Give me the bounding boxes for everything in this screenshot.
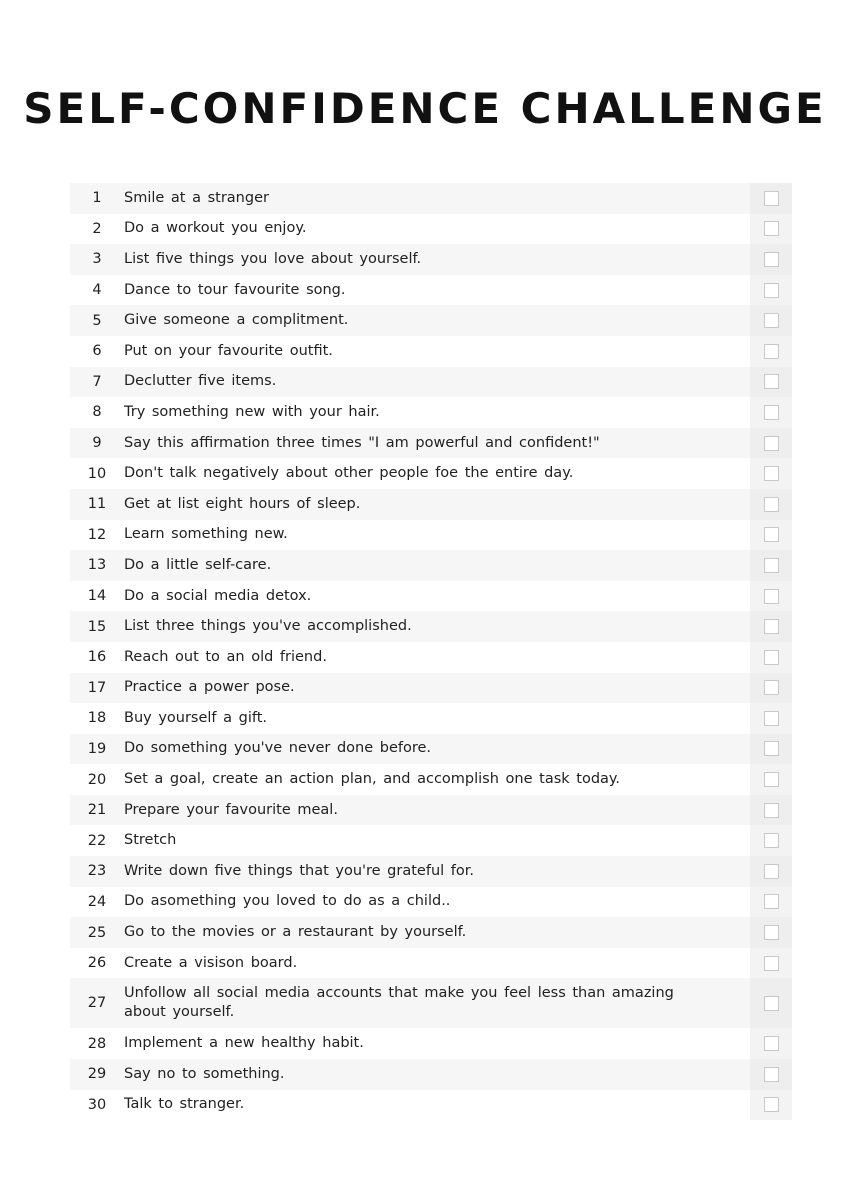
- item-text: Implement a new healthy habit.: [124, 1035, 364, 1052]
- checkbox-cell: [750, 948, 792, 979]
- item-number: 15: [87, 618, 107, 635]
- item-number: 28: [87, 1035, 107, 1052]
- item-checkbox[interactable]: [764, 497, 779, 512]
- item-number: 18: [87, 710, 107, 727]
- checkbox-cell: [750, 642, 792, 673]
- list-item: [70, 734, 792, 765]
- item-checkbox[interactable]: [764, 619, 779, 634]
- item-checkbox[interactable]: [764, 650, 779, 665]
- checkbox-cell: [750, 214, 792, 245]
- list-item: [70, 611, 792, 642]
- list-item: [70, 825, 792, 856]
- checkbox-cell: [750, 1028, 792, 1059]
- item-text: Reach out to an old friend.: [124, 648, 327, 665]
- item-checkbox[interactable]: [764, 558, 779, 573]
- checkbox-cell: [750, 244, 792, 275]
- item-checkbox[interactable]: [764, 313, 779, 328]
- list-item: [70, 948, 792, 979]
- list-item: [70, 1090, 792, 1121]
- list-item: [70, 428, 792, 459]
- item-checkbox[interactable]: [764, 283, 779, 298]
- checkbox-cell: [750, 397, 792, 428]
- item-checkbox[interactable]: [764, 527, 779, 542]
- item-text: Do a little self-care.: [124, 556, 272, 573]
- item-text: Go to the movies or a restaurant by yourself.: [124, 924, 467, 941]
- item-text: Write down five things that you're grateful for.: [124, 862, 474, 879]
- item-checkbox[interactable]: [764, 833, 779, 848]
- list-item: [70, 1059, 792, 1090]
- item-text: Create a visison board.: [124, 954, 298, 971]
- list-item: [70, 520, 792, 551]
- page-title: SELF-CONFIDENCE CHALLENGE: [23, 84, 827, 133]
- item-text: Smile at a stranger: [124, 189, 269, 206]
- item-text: Declutter five items.: [124, 373, 277, 390]
- list-item: [70, 397, 792, 428]
- item-text: Set a goal, create an action plan, and accomplish one task today.: [124, 771, 621, 788]
- list-item: [70, 703, 792, 734]
- item-number: 27: [87, 995, 107, 1012]
- list-item: [70, 1028, 792, 1059]
- item-number: 22: [87, 832, 107, 849]
- item-number: 20: [87, 771, 107, 788]
- checkbox-cell: [750, 550, 792, 581]
- checkbox-cell: [750, 367, 792, 398]
- checkbox-cell: [750, 458, 792, 489]
- item-checkbox[interactable]: [764, 221, 779, 236]
- checkbox-cell: [750, 1059, 792, 1090]
- item-checkbox[interactable]: [764, 772, 779, 787]
- list-item: [70, 244, 792, 275]
- list-item: [70, 673, 792, 704]
- checkbox-cell: [750, 520, 792, 551]
- item-checkbox[interactable]: [764, 252, 779, 267]
- checkbox-cell: [750, 917, 792, 948]
- checkbox-cell: [750, 703, 792, 734]
- list-item: [70, 795, 792, 826]
- item-number: 26: [87, 955, 107, 972]
- item-number: 1: [92, 190, 102, 207]
- checkbox-cell: [750, 305, 792, 336]
- item-number: 9: [92, 435, 102, 452]
- item-number: 7: [92, 373, 102, 390]
- item-text: Learn something new.: [124, 526, 288, 543]
- item-text: Say this affirmation three times "I am powerful and confident!": [124, 434, 600, 451]
- item-number: 24: [87, 893, 107, 910]
- list-item: [70, 367, 792, 398]
- checkbox-cell: [750, 428, 792, 459]
- list-item: [70, 275, 792, 306]
- item-number: 13: [87, 557, 107, 574]
- list-item: [70, 764, 792, 795]
- item-text: Say no to something.: [124, 1065, 285, 1082]
- checkbox-cell: [750, 764, 792, 795]
- item-checkbox[interactable]: [764, 344, 779, 359]
- item-number: 17: [87, 679, 107, 696]
- challenge-list: [70, 183, 792, 1120]
- item-text: Do asomething you loved to do as a child..: [124, 893, 451, 910]
- item-text: Stretch: [124, 832, 177, 849]
- list-item: [70, 336, 792, 367]
- item-checkbox[interactable]: [764, 864, 779, 879]
- checkbox-cell: [750, 795, 792, 826]
- item-number: 14: [87, 588, 107, 605]
- list-item: [70, 581, 792, 612]
- item-text: Try something new with your hair.: [124, 403, 380, 420]
- item-text: Do a social media detox.: [124, 587, 312, 604]
- item-checkbox[interactable]: [764, 1097, 779, 1112]
- item-number: 12: [87, 526, 107, 543]
- list-item: [70, 642, 792, 673]
- checkbox-cell: [750, 611, 792, 642]
- item-checkbox[interactable]: [764, 466, 779, 481]
- item-text: Get at list eight hours of sleep.: [124, 495, 361, 512]
- item-checkbox[interactable]: [764, 405, 779, 420]
- checkbox-cell: [750, 183, 792, 214]
- list-item: [70, 887, 792, 918]
- item-number: 25: [87, 924, 107, 941]
- item-checkbox[interactable]: [764, 589, 779, 604]
- item-checkbox[interactable]: [764, 996, 779, 1011]
- item-text: Buy yourself a gift.: [124, 709, 268, 726]
- list-item: [70, 489, 792, 520]
- checkbox-cell: [750, 734, 792, 765]
- item-checkbox[interactable]: [764, 741, 779, 756]
- item-text: Do a workout you enjoy.: [124, 220, 307, 237]
- item-checkbox[interactable]: [764, 1067, 779, 1082]
- item-text: Prepare your favourite meal.: [124, 801, 338, 818]
- list-item: [70, 550, 792, 581]
- item-number: 8: [92, 404, 102, 421]
- item-number: 5: [92, 312, 102, 329]
- item-number: 16: [87, 649, 107, 666]
- checkbox-cell: [750, 581, 792, 612]
- item-number: 6: [92, 343, 102, 360]
- item-number: 30: [87, 1096, 107, 1113]
- item-text: Don't talk negatively about other people foe the entire day.: [124, 465, 574, 482]
- item-text: List five things you love about yourself.: [124, 250, 422, 267]
- item-checkbox[interactable]: [764, 436, 779, 451]
- item-text: Put on your favourite outfit.: [124, 342, 333, 359]
- item-text: List three things you've accomplished.: [124, 618, 412, 635]
- item-checkbox[interactable]: [764, 680, 779, 695]
- checkbox-cell: [750, 825, 792, 856]
- list-item: [70, 183, 792, 214]
- item-text: Do something you've never done before.: [124, 740, 432, 757]
- checkbox-cell: [750, 978, 792, 1028]
- checkbox-cell: [750, 673, 792, 704]
- checkbox-cell: [750, 275, 792, 306]
- checkbox-cell: [750, 856, 792, 887]
- item-checkbox[interactable]: [764, 803, 779, 818]
- checkbox-cell: [750, 336, 792, 367]
- item-text: Practice a power pose.: [124, 679, 295, 696]
- item-text: Dance to tour favourite song.: [124, 281, 346, 298]
- item-number: 3: [92, 251, 102, 268]
- checkbox-cell: [750, 489, 792, 520]
- item-number: 19: [87, 740, 107, 757]
- item-checkbox[interactable]: [764, 191, 779, 206]
- item-checkbox[interactable]: [764, 711, 779, 726]
- item-number: 4: [92, 282, 102, 299]
- item-number: 23: [87, 863, 107, 880]
- list-item: [70, 305, 792, 336]
- item-checkbox[interactable]: [764, 1036, 779, 1051]
- item-checkbox[interactable]: [764, 925, 779, 940]
- item-text: Give someone a complitment.: [124, 312, 349, 329]
- item-checkbox[interactable]: [764, 894, 779, 909]
- item-number: 2: [92, 220, 102, 237]
- item-text: Unfollow all social media accounts that make you feel less than amazing about yourself.: [124, 985, 674, 1021]
- item-text: Talk to stranger.: [124, 1096, 245, 1113]
- list-item: [70, 458, 792, 489]
- item-number: 10: [87, 465, 107, 482]
- item-number: 11: [87, 496, 107, 513]
- item-number: 21: [87, 802, 107, 819]
- checkbox-cell: [750, 887, 792, 918]
- item-number: 29: [87, 1066, 107, 1083]
- item-checkbox[interactable]: [764, 374, 779, 389]
- item-checkbox[interactable]: [764, 956, 779, 971]
- checkbox-cell: [750, 1090, 792, 1121]
- list-item: [70, 917, 792, 948]
- list-item: [70, 214, 792, 245]
- list-item: [70, 978, 792, 1028]
- list-item: [70, 856, 792, 887]
